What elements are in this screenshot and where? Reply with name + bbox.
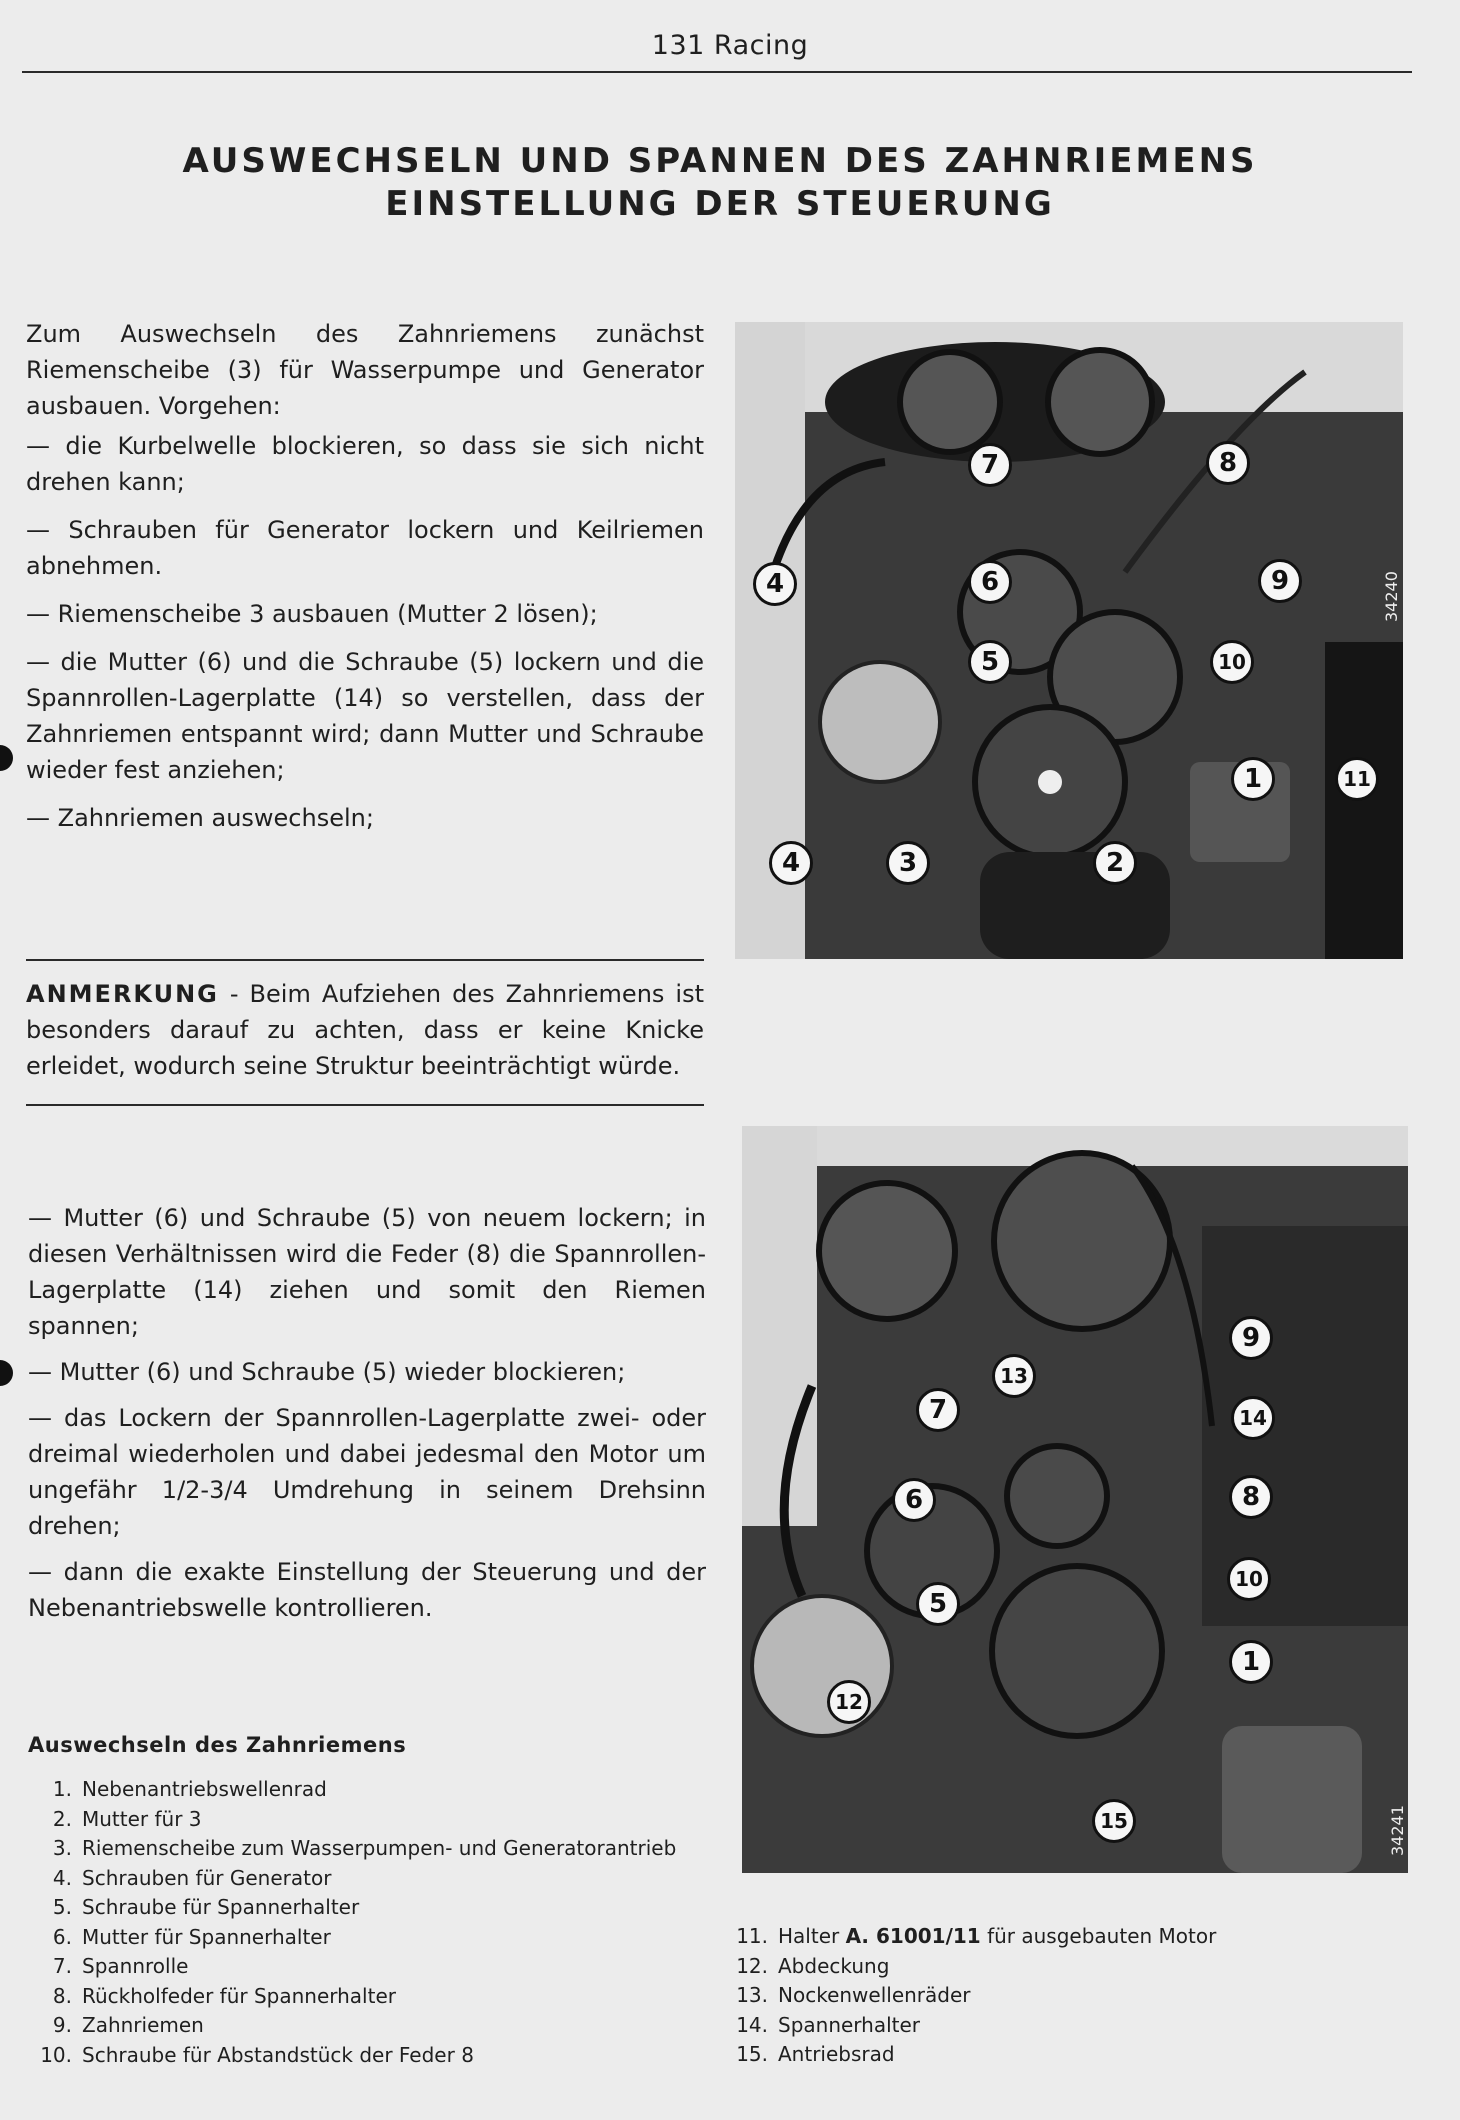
- legend-number: 13.: [736, 1983, 768, 2007]
- photo-number: 34240: [1382, 571, 1401, 622]
- intro-paragraph: — die Kurbelwelle blockieren, so dass sie sich nicht drehen kann;: [26, 432, 704, 496]
- legend-text: Riemenscheibe zum Wasserpumpen- und Generatorantrieb: [82, 1836, 677, 1860]
- legend-left-list: [28, 1775, 728, 2070]
- step-paragraph: — das Lockern der Spannrollen-Lagerplatte zwei- oder dreimal wiederholen und dabei jedesmal den Motor um ungefähr 1/2-3/4 Umdrehung in seinem Drehsinn drehen;: [28, 1404, 706, 1540]
- legend-number: 7.: [52, 1954, 72, 1978]
- callout-9: 9: [1258, 559, 1302, 603]
- callout-10: 10: [1227, 1557, 1271, 1601]
- intro-section: [26, 316, 704, 848]
- callout-8: 8: [1229, 1475, 1273, 1519]
- legend-item: [28, 1864, 728, 1894]
- callout-11: 11: [1335, 757, 1379, 801]
- callout-13: 13: [992, 1354, 1036, 1398]
- photo-number: 34241: [1388, 1805, 1407, 1856]
- legend-text: Nebenantriebswellenrad: [82, 1777, 327, 1801]
- callout-6: 6: [892, 1478, 936, 1522]
- steps-section: [28, 1200, 706, 1638]
- callout-8: 8: [1206, 441, 1250, 485]
- legend-item: [28, 2011, 728, 2041]
- intro-paragraph: Zum Auswechseln des Zahnriemens zunächst Riemenscheibe (3) für Wasserpumpe und Generator ausbauen. Vorgehen:: [26, 320, 704, 420]
- callout-7: 7: [916, 1388, 960, 1432]
- intro-paragraph: — die Mutter (6) und die Schraube (5) lockern und die Spannrollen-Lagerplatte (14) so verstellen, dass der Zahnriemen entspannt wird; dann Mutter und Schraube wieder fest anziehen;: [26, 648, 704, 784]
- margin-bullet: [0, 745, 13, 771]
- legend-text: Zahnriemen: [82, 2013, 204, 2037]
- legend-number: 6.: [52, 1924, 72, 1949]
- callout-12: 12: [827, 1680, 871, 1724]
- legend-number: 12.: [736, 1953, 768, 1978]
- legend-item: [724, 1981, 1424, 2011]
- callout-2: 2: [1093, 841, 1137, 885]
- engine-photo-top: [735, 322, 1403, 959]
- legend-text: Nockenwellenräder: [778, 1983, 971, 2007]
- callout-15: 15: [1092, 1799, 1136, 1843]
- legend-number: 8.: [52, 1983, 72, 2008]
- callout-7: 7: [968, 443, 1012, 487]
- legend-item: [724, 2040, 1424, 2070]
- title-line-1: AUSWECHSELN UND SPANNEN DES ZAHNRIEMENS: [182, 141, 1258, 181]
- callout-9: 9: [1229, 1316, 1273, 1360]
- legend-number: 1.: [52, 1777, 72, 1801]
- callout-4: 4: [769, 841, 813, 885]
- legend-text: Spannrolle: [82, 1954, 189, 1978]
- intro-paragraph: — Schrauben für Generator lockern und Keilriemen abnehmen.: [26, 516, 704, 580]
- note-top-rule: [26, 959, 704, 961]
- legend-number: 4.: [52, 1865, 72, 1890]
- note-label: ANMERKUNG: [26, 980, 219, 1008]
- callout-1: 1: [1231, 757, 1275, 801]
- legend-text-suffix: für ausgebauten Motor: [980, 1924, 1217, 1948]
- legend-number: 5.: [52, 1895, 72, 1919]
- legend-text: Mutter für Spannerhalter: [82, 1924, 331, 1949]
- legend-item: [28, 1982, 728, 2012]
- callout-10: 10: [1210, 640, 1254, 684]
- intro-paragraph: — Zahnriemen auswechseln;: [26, 804, 374, 832]
- title-line-2: EINSTELLUNG DER STEUERUNG: [385, 184, 1055, 224]
- callout-1: 1: [1229, 1640, 1273, 1684]
- legend-item: [28, 1775, 728, 1805]
- margin-bullet: [0, 1360, 13, 1386]
- running-header: 131 Racing: [651, 30, 809, 61]
- callout-4: 4: [753, 562, 797, 606]
- engine-photo-bottom-drawing: [742, 1126, 1408, 1873]
- legend-text: Schraube für Abstandstück der Feder 8: [82, 2042, 474, 2067]
- legend-text: Spannerhalter: [778, 2012, 921, 2037]
- legend-number: 14.: [736, 2012, 768, 2037]
- legend-right-list: [724, 1922, 1424, 2070]
- callout-14: 14: [1231, 1396, 1275, 1440]
- header-rule: [22, 71, 1412, 73]
- callout-3: 3: [886, 841, 930, 885]
- legend-item: [28, 1834, 728, 1864]
- legend-text: Schraube für Spannerhalter: [82, 1895, 360, 1919]
- engine-photo-top-drawing: [735, 322, 1403, 959]
- step-paragraph: — dann die exakte Einstellung der Steuerung und der Nebenantriebswelle kontrollieren.: [28, 1558, 706, 1622]
- legend-number: 2.: [52, 1806, 72, 1831]
- legend-item: [724, 1922, 1424, 1952]
- note-bottom-rule: [26, 1104, 704, 1106]
- legend-text: Mutter für 3: [82, 1806, 202, 1831]
- legend-number: 11.: [736, 1924, 768, 1948]
- legend-text: Abdeckung: [778, 1953, 890, 1978]
- legend-number: 3.: [52, 1836, 72, 1860]
- legend-text-prefix: Halter: [778, 1924, 846, 1948]
- page-title: [100, 140, 1340, 226]
- legend-number: 15.: [736, 2042, 768, 2066]
- legend-title: Auswechseln des Zahnriemens: [28, 1733, 407, 1757]
- legend-item: [28, 2041, 728, 2071]
- legend-item: [28, 1923, 728, 1953]
- callout-6: 6: [968, 560, 1012, 604]
- step-paragraph: — Mutter (6) und Schraube (5) von neuem lockern; in diesen Verhältnissen wird die Feder (8) die Spannrollen-Lagerplatte (14) ziehen und somit den Riemen spannen;: [28, 1204, 706, 1340]
- callout-5: 5: [968, 640, 1012, 684]
- legend-item: [28, 1805, 728, 1835]
- legend-text: Schrauben für Generator: [82, 1865, 332, 1890]
- note-text: - Beim Aufziehen des Zahnriemens ist besonders darauf zu achten, dass er keine Knicke erleidet, wodurch seine Struktur beeinträchtigt würde.: [26, 980, 704, 1080]
- legend-item: [28, 1893, 728, 1923]
- note-box: [26, 976, 704, 1084]
- legend-item: [28, 1952, 728, 1982]
- note-paragraph: [26, 976, 704, 1084]
- legend-item: [724, 1952, 1424, 1982]
- legend-number: 9.: [52, 2013, 72, 2037]
- legend-text: Antriebsrad: [778, 2042, 895, 2066]
- engine-photo-bottom: [742, 1126, 1408, 1873]
- legend-text: Rückholfeder für Spannerhalter: [82, 1983, 396, 2008]
- step-paragraph: — Mutter (6) und Schraube (5) wieder blockieren;: [28, 1358, 626, 1386]
- intro-paragraph: — Riemenscheibe 3 ausbauen (Mutter 2 lösen);: [26, 600, 598, 628]
- legend-text: [778, 1922, 1216, 1952]
- tool-code: A. 61001/11: [845, 1924, 981, 1948]
- callout-5: 5: [916, 1582, 960, 1626]
- legend-item: [724, 2011, 1424, 2041]
- legend-number: 10.: [40, 2042, 72, 2067]
